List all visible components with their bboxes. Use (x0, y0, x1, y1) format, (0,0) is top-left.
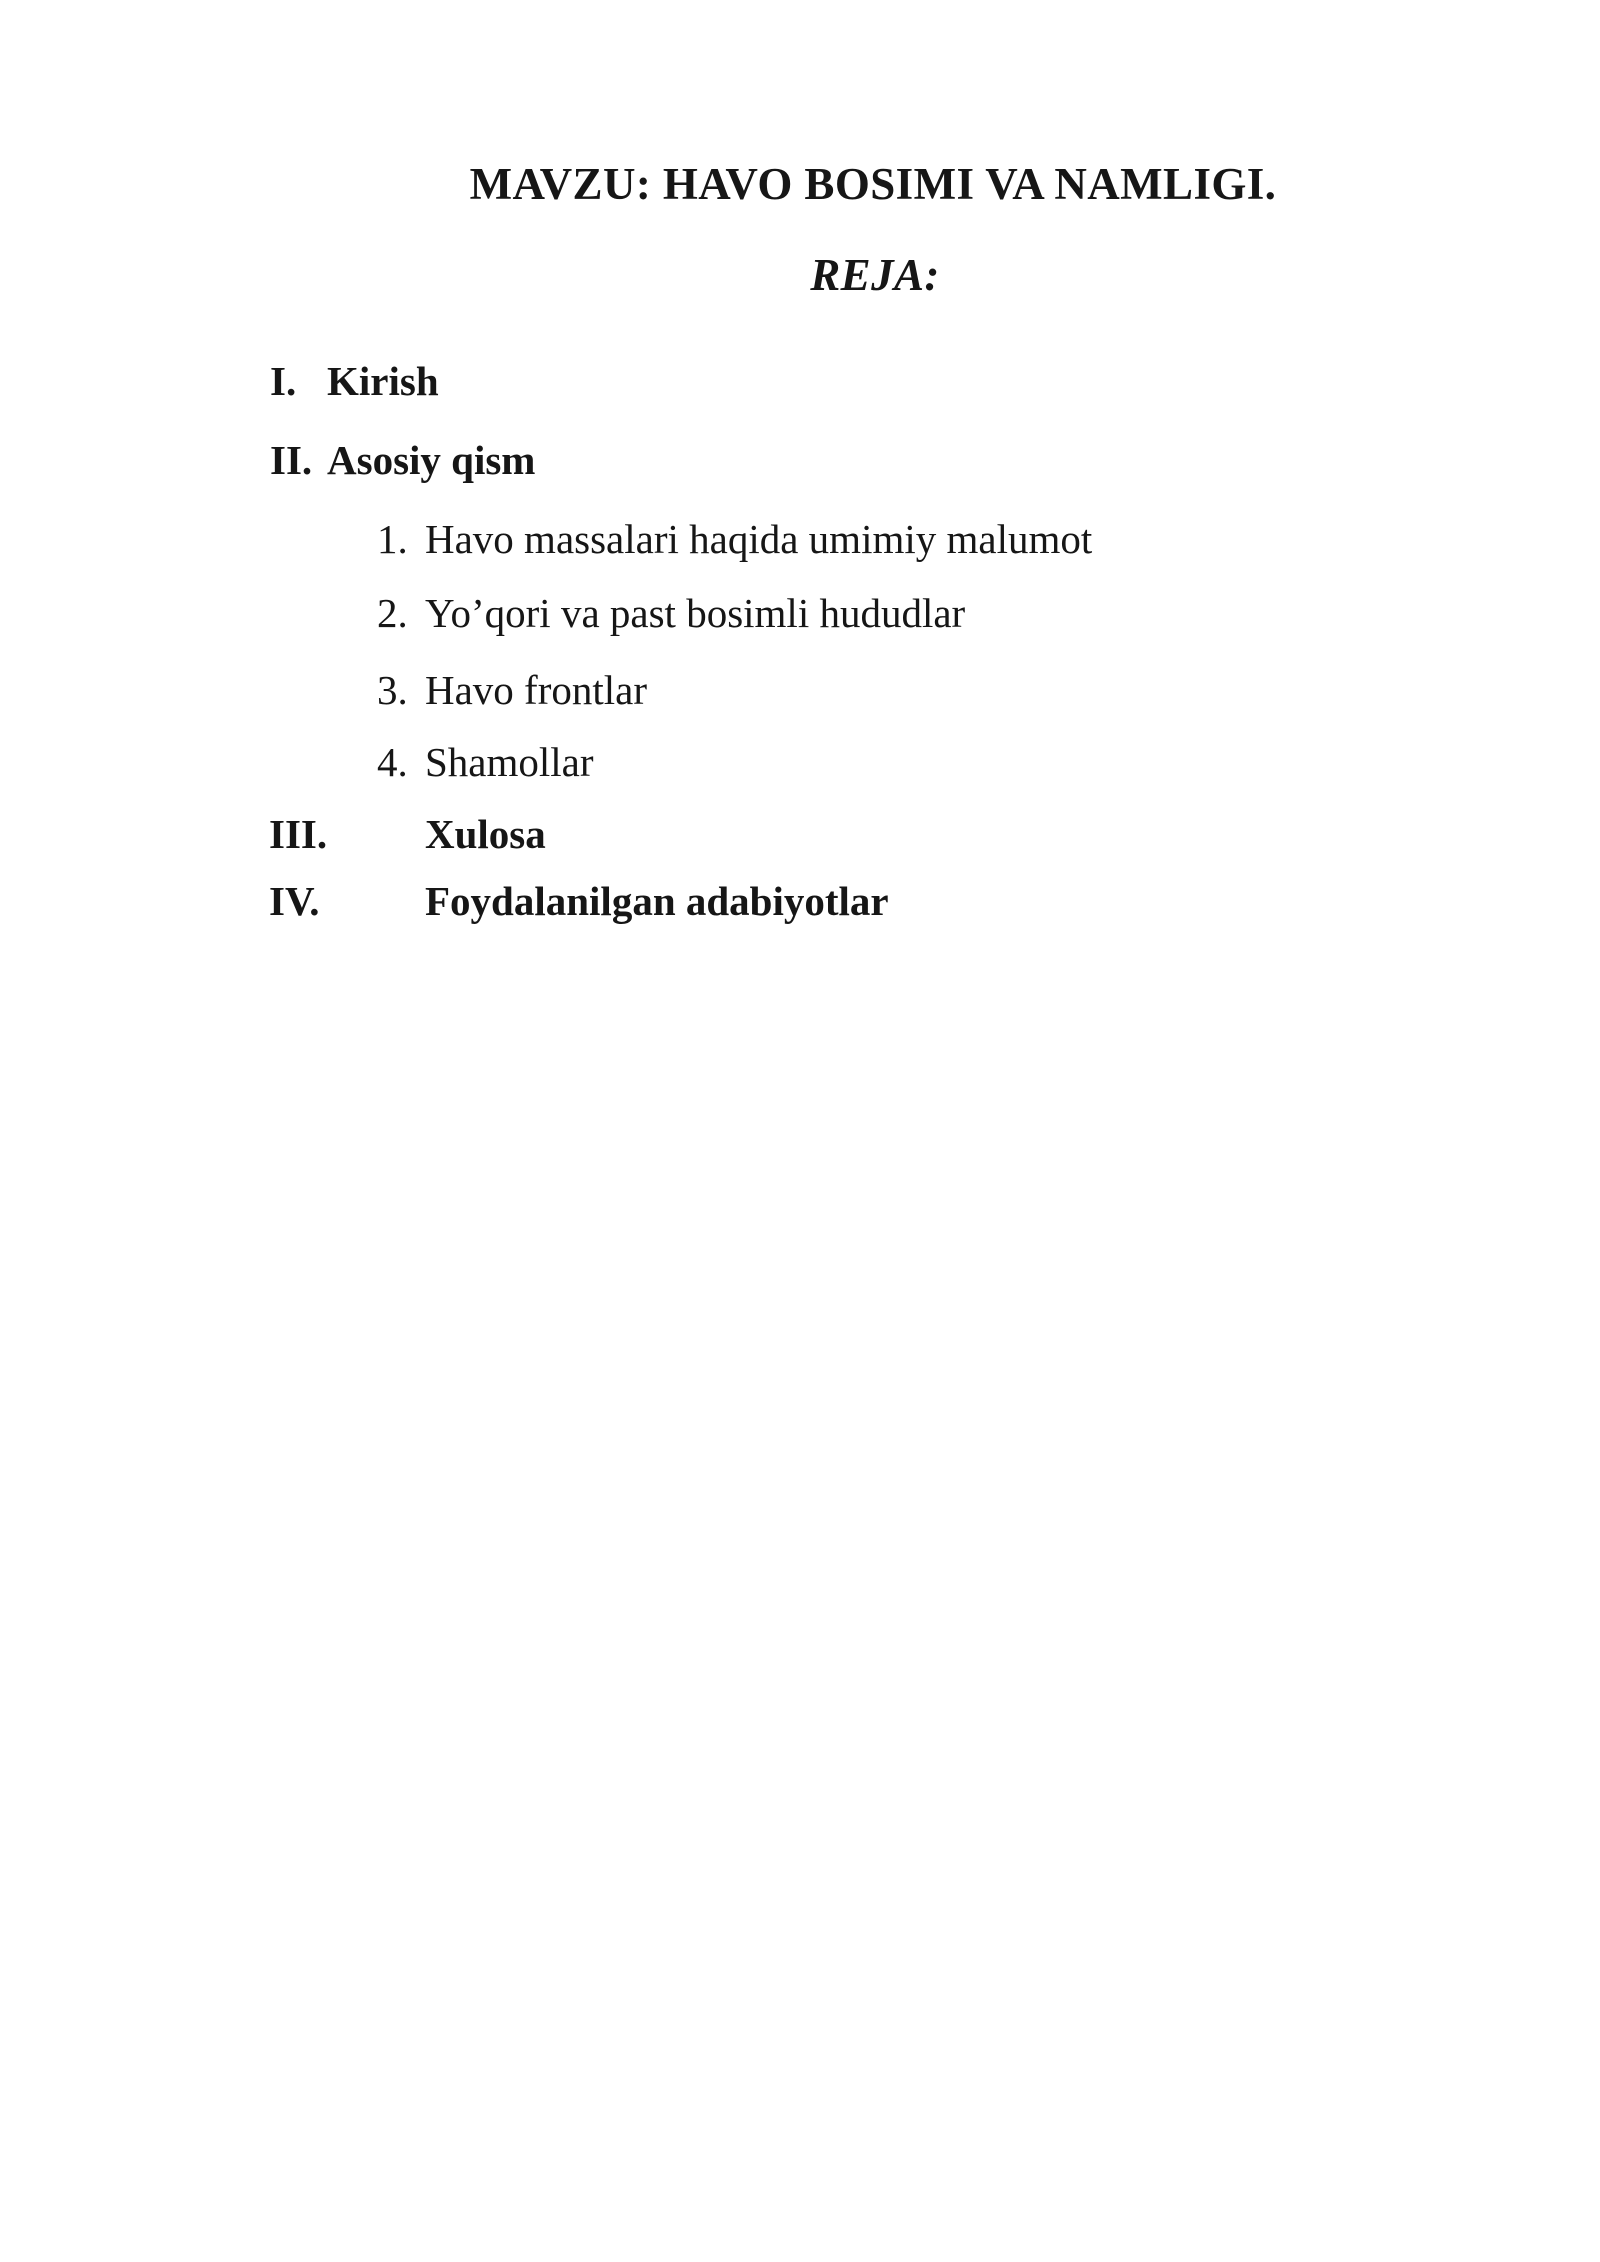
list-marker: 3. (377, 667, 408, 713)
list-item-label: Asosiy qism (327, 437, 536, 483)
outline-subitem-shamollar (377, 725, 594, 799)
list-item-label: Havo massalari haqida umimiy malumot (425, 516, 1093, 562)
outline-item-kirish (270, 344, 439, 418)
list-marker: I. (270, 358, 297, 404)
list-marker: II. (270, 437, 313, 483)
list-item-label: Xulosa (425, 811, 546, 857)
outline-item-adabiyotlar (269, 864, 889, 938)
list-item-label: Kirish (327, 358, 439, 404)
list-marker: III. (269, 811, 328, 857)
outline-item-asosiy-qism (270, 423, 535, 497)
list-marker: 4. (377, 739, 408, 785)
document-subtitle: REJA: (810, 250, 940, 300)
outline-subitem-havo-massalari (377, 502, 1092, 576)
outline-subitem-havo-frontlar (377, 653, 647, 727)
list-item-label: Yo’qori va past bosimli hududlar (425, 590, 966, 636)
list-marker: 2. (377, 590, 408, 636)
outline-subitem-bosimli-hududlar (377, 576, 965, 650)
list-item-label: Shamollar (425, 739, 594, 785)
list-marker: 1. (377, 516, 408, 562)
list-marker: IV. (269, 878, 320, 924)
outline-item-xulosa (269, 797, 546, 871)
document-title: MAVZU: HAVO BOSIMI VA NAMLIGI. (469, 159, 1277, 209)
list-item-label: Foydalanilgan adabiyotlar (425, 878, 889, 924)
list-item-label: Havo frontlar (425, 667, 647, 713)
